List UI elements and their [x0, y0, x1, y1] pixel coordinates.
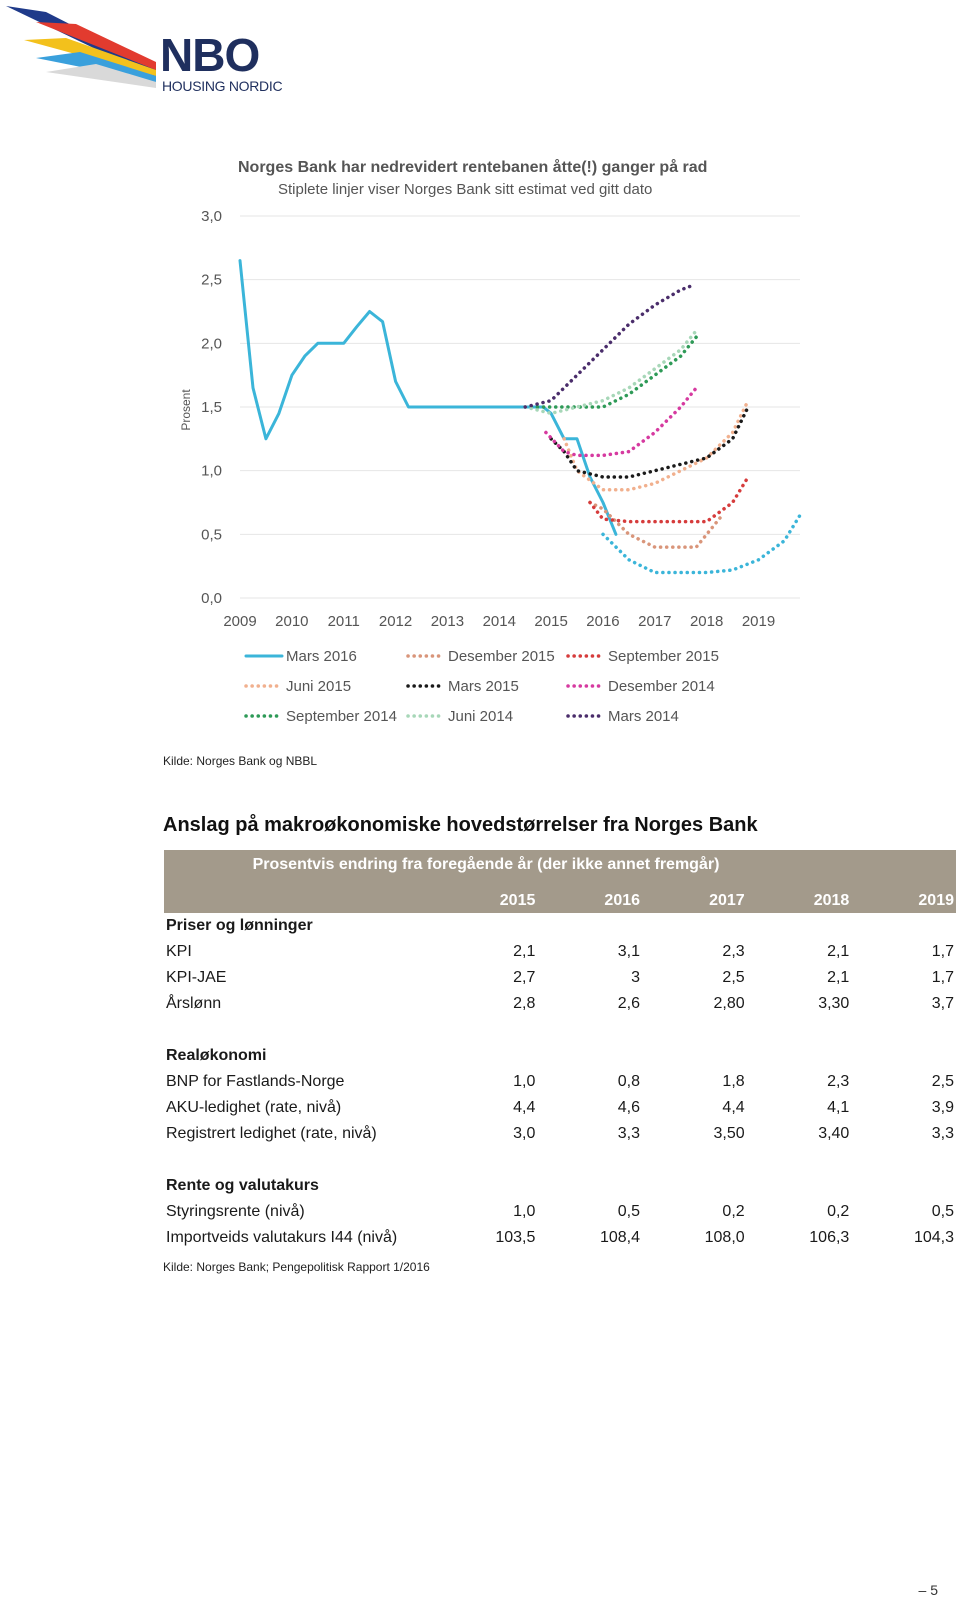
legend-label: Mars 2015	[448, 678, 519, 695]
table-cell: 1,7	[931, 943, 954, 960]
legend-label: Mars 2016	[286, 648, 357, 665]
x-tick-label: 2010	[275, 613, 309, 630]
table-cell: 2,8	[513, 995, 536, 1012]
y-tick-label: 2,5	[201, 271, 222, 289]
table-cell: 3,9	[931, 1099, 954, 1116]
table-section-row	[164, 1173, 956, 1199]
logo-stripes-icon	[6, 6, 166, 92]
table-row	[164, 1095, 956, 1121]
row-label: Styringsrente (nivå)	[166, 1203, 305, 1220]
x-tick-label: 2017	[638, 613, 672, 630]
chart-subtitle: Stiplete linjer viser Norges Bank sitt estimat ved gitt dato	[278, 181, 653, 198]
legend-label: Desember 2014	[608, 678, 715, 695]
legend-label: Juni 2015	[286, 678, 352, 695]
table-cell: 104,3	[913, 1229, 954, 1246]
series-line-3	[564, 401, 748, 490]
x-tick-label: 2009	[223, 613, 257, 630]
year-header: 2015	[433, 880, 538, 913]
table-cell: 2,7	[513, 969, 536, 986]
year-header: 2017	[642, 880, 747, 913]
table-cell: 3	[631, 969, 641, 986]
section-title: Rente og valutakurs	[166, 1177, 319, 1194]
year-header: 2019	[851, 880, 956, 913]
table-source: Kilde: Norges Bank; Pengepolitisk Rapport 1/2016	[163, 1260, 430, 1274]
series-line-4	[551, 407, 748, 477]
page-number	[919, 1582, 938, 1598]
table-cell: 2,1	[827, 969, 850, 986]
table-cell: 4,6	[617, 1099, 641, 1116]
table-cell: 2,1	[827, 943, 850, 960]
table-cell: 3,40	[818, 1125, 850, 1142]
table-heading: Anslag på makroøkonomiske hovedstørrelser fra Norges Bank	[163, 814, 758, 836]
table-cell: 1,0	[513, 1203, 536, 1220]
x-tick-label: 2014	[482, 613, 516, 630]
series-line-8	[525, 286, 691, 407]
table-cell: 4,4	[722, 1099, 745, 1116]
x-tick-label: 2011	[327, 613, 360, 630]
table-spacer-row	[164, 1147, 956, 1173]
table-cell: 1,7	[931, 969, 954, 986]
spacer-cell	[164, 1147, 956, 1173]
table-cell: 3,0	[513, 1125, 536, 1142]
logo-subtitle: HOUSING NORDIC	[162, 78, 283, 94]
legend-label: Juni 2014	[448, 708, 514, 725]
page-dash: –	[918, 1582, 927, 1598]
table-section-row	[164, 1043, 956, 1069]
table-cell: 108,0	[704, 1229, 745, 1246]
y-tick-label: 3,0	[201, 208, 222, 225]
table-row	[164, 1225, 956, 1251]
macro-table	[164, 850, 956, 1251]
table-cell: 3,3	[617, 1125, 641, 1142]
table-cell: 2,3	[722, 943, 745, 960]
series-line-9	[603, 515, 800, 572]
table-cell: 3,3	[931, 1125, 954, 1142]
legend-label: Desember 2015	[448, 648, 555, 665]
table-row	[164, 965, 956, 991]
table-row	[164, 1069, 956, 1095]
table-cell: 103,5	[495, 1229, 536, 1246]
table-cell: 3,7	[931, 995, 954, 1012]
table-cell: 3,50	[713, 1125, 745, 1142]
table-cell: 0,5	[617, 1203, 641, 1220]
page-number-value: 5	[930, 1582, 938, 1598]
table-cell: 3,1	[617, 943, 641, 960]
legend-label: September 2015	[608, 648, 719, 665]
series-line-2	[590, 477, 748, 522]
row-label: Importveids valutakurs I44 (nivå)	[166, 1229, 398, 1246]
header-empty-cell	[164, 880, 433, 913]
table-header-years-row	[164, 880, 956, 913]
nbo-logo	[6, 6, 288, 92]
table-body	[164, 913, 956, 1251]
table-row	[164, 1121, 956, 1147]
table-cell: 4,4	[513, 1099, 536, 1116]
y-tick-label: 0,5	[201, 526, 222, 544]
table-cell: 2,5	[931, 1073, 954, 1090]
table-cell: 2,5	[722, 969, 745, 986]
table-row	[164, 991, 956, 1017]
table-cell: 106,3	[809, 1229, 850, 1246]
table-header-title-row	[164, 850, 956, 880]
x-tick-label: 2015	[534, 613, 568, 630]
x-tick-label: 2012	[378, 613, 413, 630]
table-cell: 2,6	[617, 995, 641, 1012]
chart-svg	[160, 150, 830, 750]
tick-layer	[201, 208, 775, 630]
table-row	[164, 939, 956, 965]
table-section-row	[164, 913, 956, 939]
row-label: Registrert ledighet (rate, nivå)	[166, 1125, 377, 1142]
y-tick-label: 0,0	[201, 590, 222, 607]
series-line-6	[525, 337, 696, 407]
table-cell: 0,2	[722, 1203, 745, 1220]
row-label: KPI	[166, 943, 192, 960]
legend-label: September 2014	[286, 708, 397, 725]
table-cell: 1,8	[722, 1073, 745, 1090]
x-tick-label: 2019	[741, 613, 776, 630]
year-header: 2018	[747, 880, 852, 913]
y-tick-label: 1,5	[201, 399, 222, 416]
table-cell: 3,30	[818, 995, 850, 1012]
series-layer	[240, 261, 800, 573]
table-cell: 4,1	[827, 1099, 850, 1116]
table-cell: 0,2	[827, 1203, 850, 1220]
table-cell: 0,8	[617, 1073, 641, 1090]
table-spacer-row	[164, 1017, 956, 1043]
table-cell: 2,80	[713, 995, 745, 1012]
section-title: Priser og lønninger	[166, 917, 313, 934]
x-tick-label: 2016	[586, 613, 620, 630]
y-tick-label: 1,0	[201, 462, 222, 480]
logo-text: NBO	[160, 29, 260, 81]
chart-title: Norges Bank har nedrevidert rentebanen åtte(!) ganger på rad	[238, 159, 708, 176]
y-tick-label: 2,0	[201, 335, 222, 353]
section-title: Realøkonomi	[166, 1047, 267, 1064]
x-tick-label: 2013	[430, 613, 465, 630]
rate-path-chart	[160, 150, 830, 750]
table-cell: 1,0	[513, 1073, 536, 1090]
legend-label: Mars 2014	[608, 708, 679, 725]
year-header: 2016	[537, 880, 642, 913]
table-cell: 0,5	[931, 1203, 954, 1220]
table-cell: 108,4	[599, 1229, 641, 1246]
table-cell: 2,3	[827, 1073, 850, 1090]
row-label: AKU-ledighet (rate, nivå)	[166, 1099, 342, 1116]
row-label: BNP for Fastlands-Norge	[166, 1073, 345, 1090]
y-axis-label: Prosent	[179, 389, 193, 431]
x-tick-label: 2018	[689, 613, 724, 630]
table-cell: 2,1	[513, 943, 536, 960]
row-label: Årslønn	[166, 995, 222, 1012]
table-header-title: Prosentvis endring fra foregående år (der ikke annet fremgår)	[164, 850, 956, 880]
series-line-0	[240, 261, 616, 535]
row-label: KPI-JAE	[166, 969, 227, 986]
spacer-cell	[164, 1017, 956, 1043]
chart-source: Kilde: Norges Bank og NBBL	[163, 754, 318, 768]
table-row	[164, 1199, 956, 1225]
series-line-1	[590, 503, 722, 548]
legend	[246, 648, 719, 725]
